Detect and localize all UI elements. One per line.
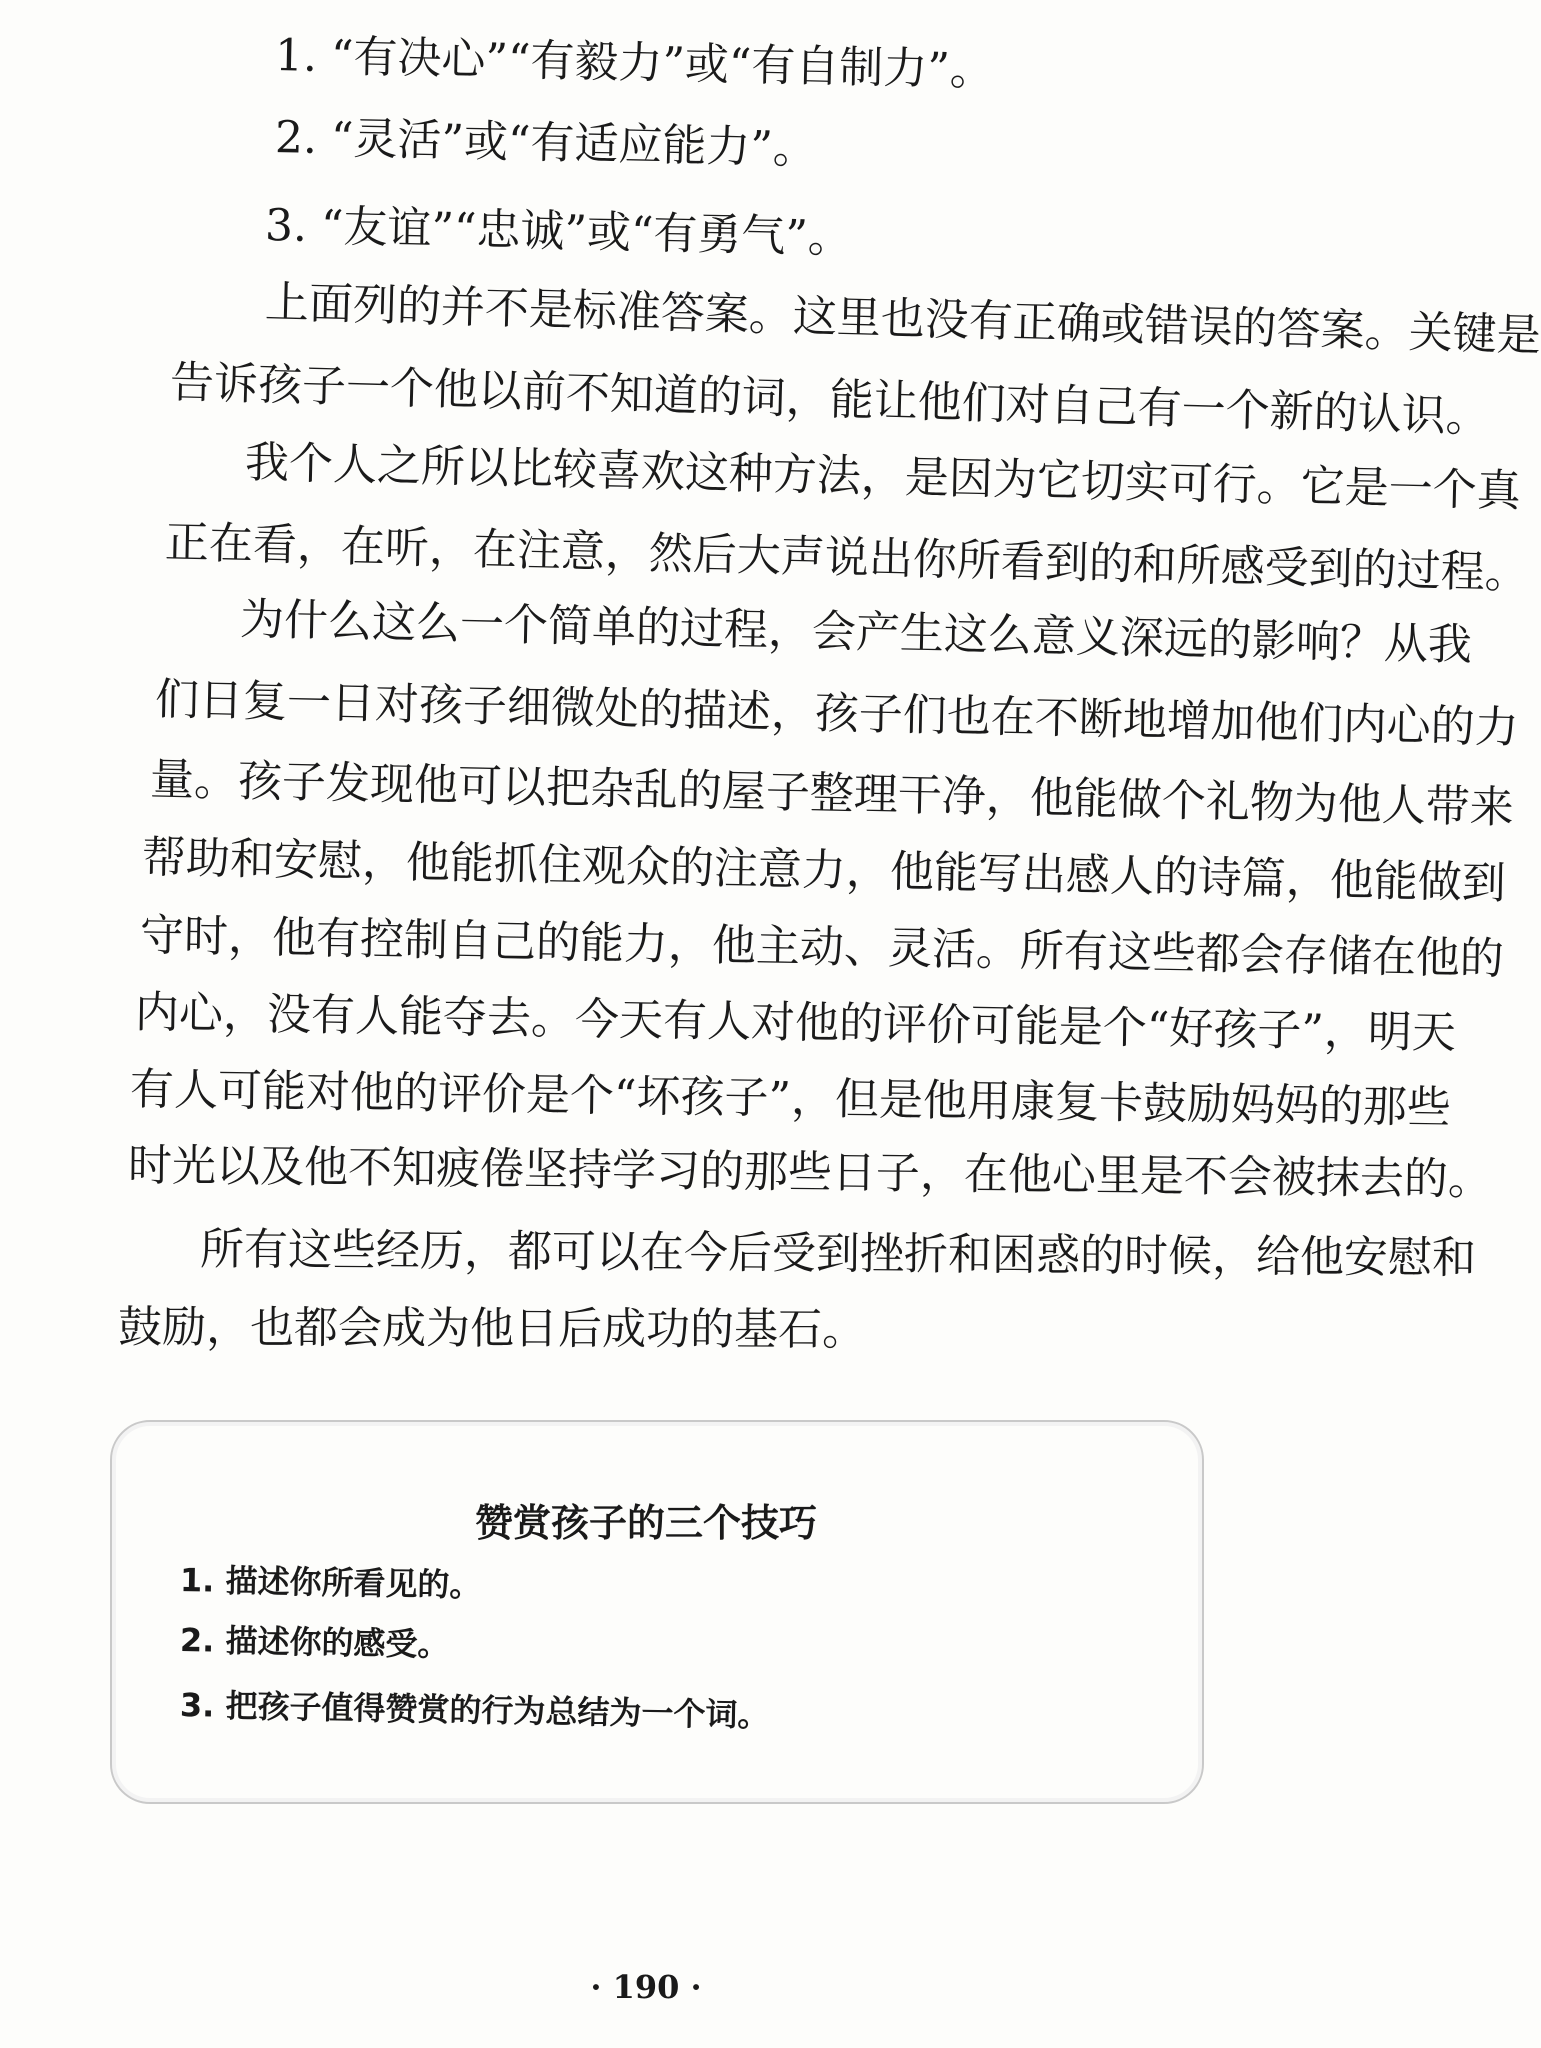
text-line: 正在看，在听，在注意，然后大声说出你所看到的和所感受到的过程。 bbox=[164, 517, 1530, 599]
text-line: 2. “灵活”或“有适应能力”。 bbox=[274, 112, 818, 175]
text-line: 时光以及他不知疲倦坚持学习的那些日子，在他心里是不会被抹去的。 bbox=[127, 1140, 1493, 1206]
tips-box-title: 赞赏孩子的三个技巧 bbox=[474, 1501, 817, 1545]
text-line: 内心，没有人能夺去。今天有人对他的评价可能是个“好孩子”，明天 bbox=[134, 987, 1457, 1059]
tips-box bbox=[110, 1420, 1204, 1804]
page-number: · 190 · bbox=[590, 1968, 702, 2006]
text-line: 1. “有决心”“有毅力”或“有自制力”。 bbox=[274, 30, 995, 97]
text-line: 守时，他有控制自己的能力，他主动、灵活。所有这些都会存储在他的 bbox=[139, 910, 1505, 985]
text-line: 告诉孩子一个他以前不知道的词，能让他们对自己有一个新的认识。 bbox=[169, 357, 1491, 443]
text-line: 上面列的并不是标准答案。这里也没有正确或错误的答案。关键是 bbox=[264, 277, 1541, 362]
text-line: 鼓励，也都会成为他日后成功的基石。 bbox=[117, 1302, 867, 1356]
text-line: 有人可能对他的评价是个“坏孩子”，但是他用康复卡鼓励妈妈的那些 bbox=[129, 1064, 1452, 1134]
tip-item: 3. 把孩子值得赞赏的行为总结为一个词。 bbox=[179, 1686, 770, 1735]
text-line: 量。孩子发现他可以把杂乱的屋子整理干净，他能做个礼物为他人带来 bbox=[149, 754, 1515, 834]
text-line: 所有这些经历，都可以在今后受到挫折和困惑的时候，给他安慰和 bbox=[199, 1224, 1477, 1284]
text-line: 我个人之所以比较喜欢这种方法，是因为它切实可行。它是一个真 bbox=[244, 437, 1522, 517]
text-line: 为什么这么一个简单的过程，会产生这么意义深远的影响？从我 bbox=[239, 594, 1473, 671]
text-line: 3. “友谊”“忠诚”或“有勇气”。 bbox=[264, 200, 853, 264]
text-line: 帮助和安慰，他能抓住观众的注意力，他能写出感人的诗篇，他能做到 bbox=[141, 832, 1507, 910]
tip-item: 2. 描述你的感受。 bbox=[179, 1621, 450, 1664]
text-line: 们日复一日对孩子细微处的描述，孩子们也在不断地增加他们内心的力 bbox=[154, 674, 1520, 754]
tip-item: 1. 描述你所看见的。 bbox=[179, 1561, 482, 1605]
